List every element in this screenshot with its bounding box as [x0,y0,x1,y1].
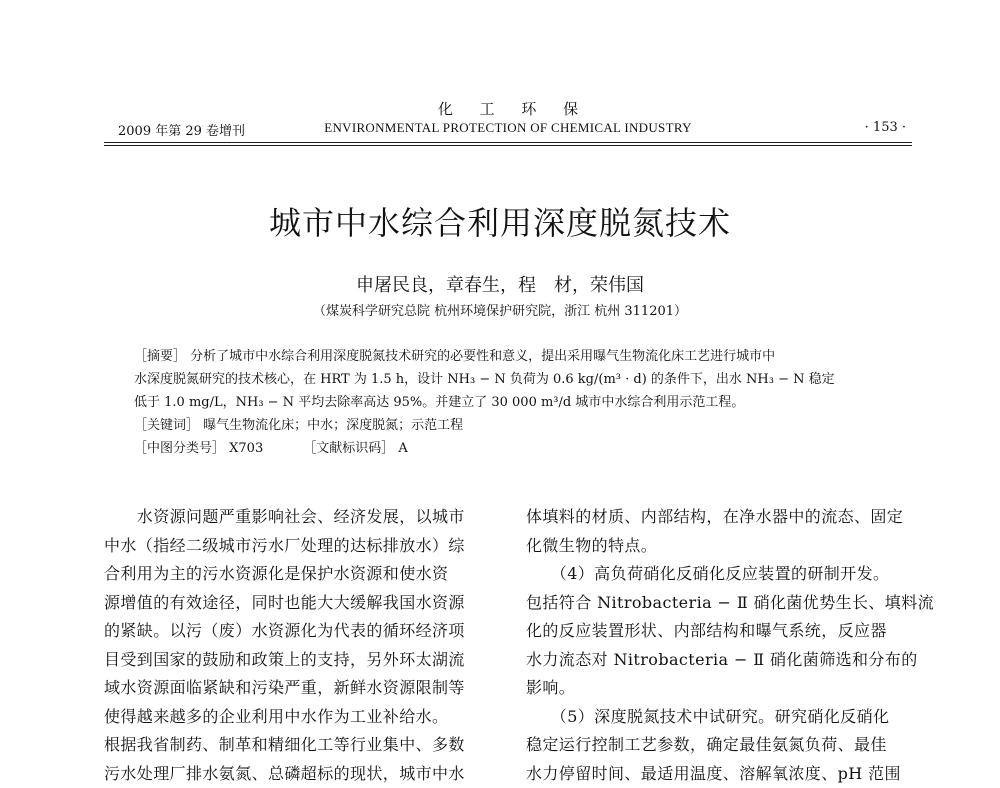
body-line: 合利用为主的污水资源化是保护水资源和使水资 [104,560,488,589]
paper-title: 城市中水综合利用深度脱氮技术 [0,198,1000,244]
keywords-value: 曝气生物流化床；中水；深度脱氮；示范工程 [203,418,463,433]
body-line: 中水（指经二级城市污水厂处理的达标排放水）综 [104,532,488,561]
body-line: 水力流态对 Nitrobacteria − Ⅱ 硝化菌筛选和分布的 [526,646,910,675]
abstract-line: 水深度脱氮研究的技术核心，在 HRT 为 1.5 h，设计 NH₃ − N 负荷为 0.6 kg/(m³ · d) 的条件下，出水 NH₃ − N 稳定 [134,368,894,391]
body-line: 水资源问题严重影响社会、经济发展，以城市 [104,503,488,532]
keywords-label: ［关键词］ [134,418,199,433]
body-column-left [104,503,488,788]
body-line: 化的反应装置形状、内部结构和曝气系统，反应器 [526,617,910,646]
body-line: （5）深度脱氮技术中试研究。研究硝化反硝化 [526,703,910,732]
clc-value: X703 [229,441,263,456]
body-line: 的紧缺。以污（废）水资源化为代表的循环经济项 [104,617,488,646]
abstract-line: 低于 1.0 mg/L，NH₃ − N 平均去除率高达 95%。并建立了 30 000 m³/d 城市中水综合利用示范工程。 [134,391,894,414]
body-line: 目受到国家的鼓励和政策上的支持，另外环太湖流 [104,646,488,675]
body-line: 稳定运行控制工艺参数，确定最佳氨氮负荷、最佳 [526,731,910,760]
page-number: · 153 · [865,120,906,135]
issue-label: 2009 年第 29 卷增刊 [118,120,245,139]
abstract-label: ［摘要］ [134,349,186,364]
body-line: 源增值的有效途径，同时也能大大缓解我国水资源 [104,589,488,618]
abstract-block [134,345,894,460]
body-column-right [526,503,910,788]
author-list: 申屠民良，章春生，程 材，荣伟国 [0,271,1000,297]
journal-name-english: ENVIRONMENTAL PROTECTION OF CHEMICAL INDUSTRY [104,120,912,136]
keywords-line [134,414,894,437]
doc-code-label: ［文献标识码］ [303,441,394,456]
affiliation: （煤炭科学研究总院 杭州环境保护研究院，浙江 杭州 311201） [0,300,1000,319]
body-line: 化微生物的特点。 [526,532,910,561]
body-line: 根据我省制药、制革和精细化工等行业集中、多数 [104,731,488,760]
header-rule [104,142,912,146]
body-line: （4）高负荷硝化反硝化反应装置的研制开发。 [526,560,910,589]
body-line: 体填料的材质、内部结构，在净水器中的流态、固定 [526,503,910,532]
doc-code-value: A [398,441,407,456]
body-line: 水力停留时间、最适用温度、溶解氧浓度、pH 范围 [526,760,910,788]
journal-name-chinese: 化 工 环 保 [104,98,912,119]
body-line: 包括符合 Nitrobacteria − Ⅱ 硝化菌优势生长、填料流 [526,589,910,618]
classification-line [134,437,894,460]
body-line: 使得越来越多的企业利用中水作为工业补给水。 [104,703,488,732]
clc-label: ［中图分类号］ [134,441,225,456]
body-line: 影响。 [526,674,910,703]
page-header [104,98,912,146]
body-line: 域水资源面临紧缺和污染严重，新鲜水资源限制等 [104,674,488,703]
abstract-line [134,345,894,368]
body-line: 污水处理厂排水氨氮、总磷超标的现状，城市中水 [104,760,488,788]
abstract-text: 分析了城市中水综合利用深度脱氮技术研究的必要性和意义，提出采用曝气生物流化床工艺进行城市中 [190,349,775,364]
